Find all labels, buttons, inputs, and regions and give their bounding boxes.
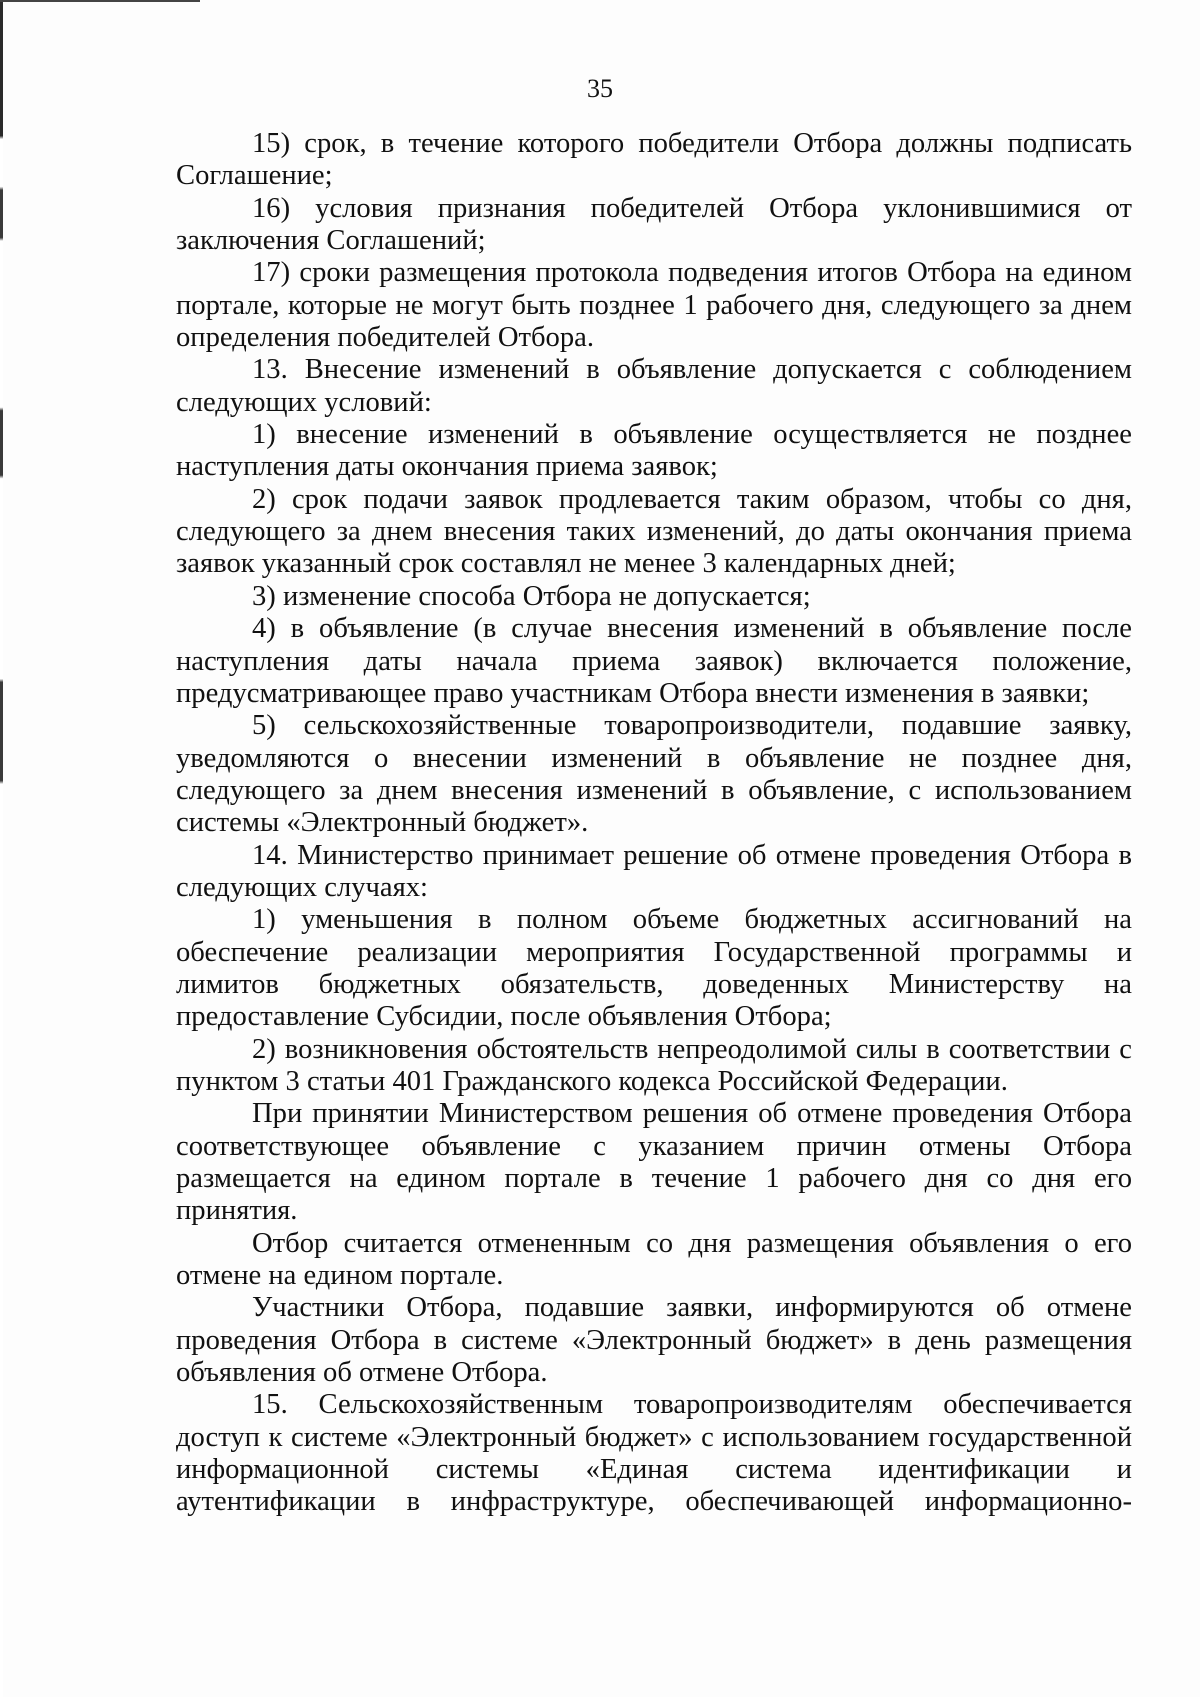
paragraph-section-13: 13. Внесение изменений в объявление допускается с соблюдением следующих условий:	[176, 354, 1132, 418]
paragraph-item-15: 15) срок, в течение которого победители Отбора должны подписать Соглашение;	[176, 128, 1132, 192]
paragraph-14-item-1: 1) уменьшения в полном объеме бюджетных ассигнований на обеспечение реализации мероприятия Государственной программы и лимитов бюджетных обязательств, доведенных Министерству на предоставление Субсидии, после объявления Отбора;	[176, 904, 1132, 1033]
scan-edge-top	[0, 0, 200, 2]
document-body	[176, 128, 1132, 1519]
paragraph-item-16: 16) условия признания победителей Отбора уклонившимися от заключения Соглашений;	[176, 192, 1132, 257]
scan-edge-left	[0, 0, 3, 1697]
paragraph-13-item-1: 1) внесение изменений в объявление осуществляется не позднее наступления даты окончания приема заявок;	[176, 419, 1132, 483]
page-number: 35	[587, 74, 613, 103]
paragraph-13-item-5: 5) сельскохозяйственные товаропроизводители, подавшие заявку, уведомляются о внесении изменений в объявление не позднее дня, следующего за днем внесения изменений в объявление, с использованием системы «Электронный бюджет».	[176, 710, 1132, 839]
paragraph-13-item-3: 3) изменение способа Отбора не допускается;	[252, 580, 811, 612]
paragraph-14-item-2: 2) возникновения обстоятельств непреодолимой силы в соответствии с пунктом 3 статьи 401 Гражданского кодекса Российской Федерации.	[176, 1033, 1132, 1097]
paragraph-section-14: 14. Министерство принимает решение об отмене проведения Отбора в следующих случаях:	[176, 839, 1132, 903]
paragraph-item-17: 17) сроки размещения протокола подведения итогов Отбора на едином портале, которые не могут быть позднее 1 рабочего дня, следующего за днем определения победителей Отбора.	[176, 257, 1132, 354]
paragraph-participants-informed: Участники Отбора, подавшие заявки, информируются об отмене проведения Отбора в системе «Электронный бюджет» в день размещения объявления об отмене Отбора.	[176, 1292, 1132, 1389]
paragraph-13-item-4: 4) в объявление (в случае внесения изменений в объявление после наступления даты начала приема заявок) включается положение, предусматривающее право участникам Отбора внести изменения в заявки;	[176, 613, 1132, 709]
paragraph-section-15: 15. Сельскохозяйственным товаропроизводителям обеспечивается доступ к системе «Электронный бюджет» с использованием государственной информационной системы «Единая система идентификации и аутентификации в инфраструктуре, обеспечивающей информационно-	[176, 1389, 1132, 1518]
paragraph-cancel-publication: При принятии Министерством решения об отмене проведения Отбора соответствующее объявление с указанием причин отмены Отбора размещается на едином портале в течение 1 рабочего дня со дня его принятия.	[176, 1098, 1132, 1227]
paragraph-13-item-2: 2) срок подачи заявок продлевается таким образом, чтобы со дня, следующего за днем внесения таких изменений, до даты окончания приема заявок указанный срок составлял не менее 3 календарных дней;	[176, 483, 1132, 580]
paragraph-cancel-effective: Отбор считается отмененным со дня размещения объявления о его отмене на едином портале.	[176, 1227, 1132, 1292]
